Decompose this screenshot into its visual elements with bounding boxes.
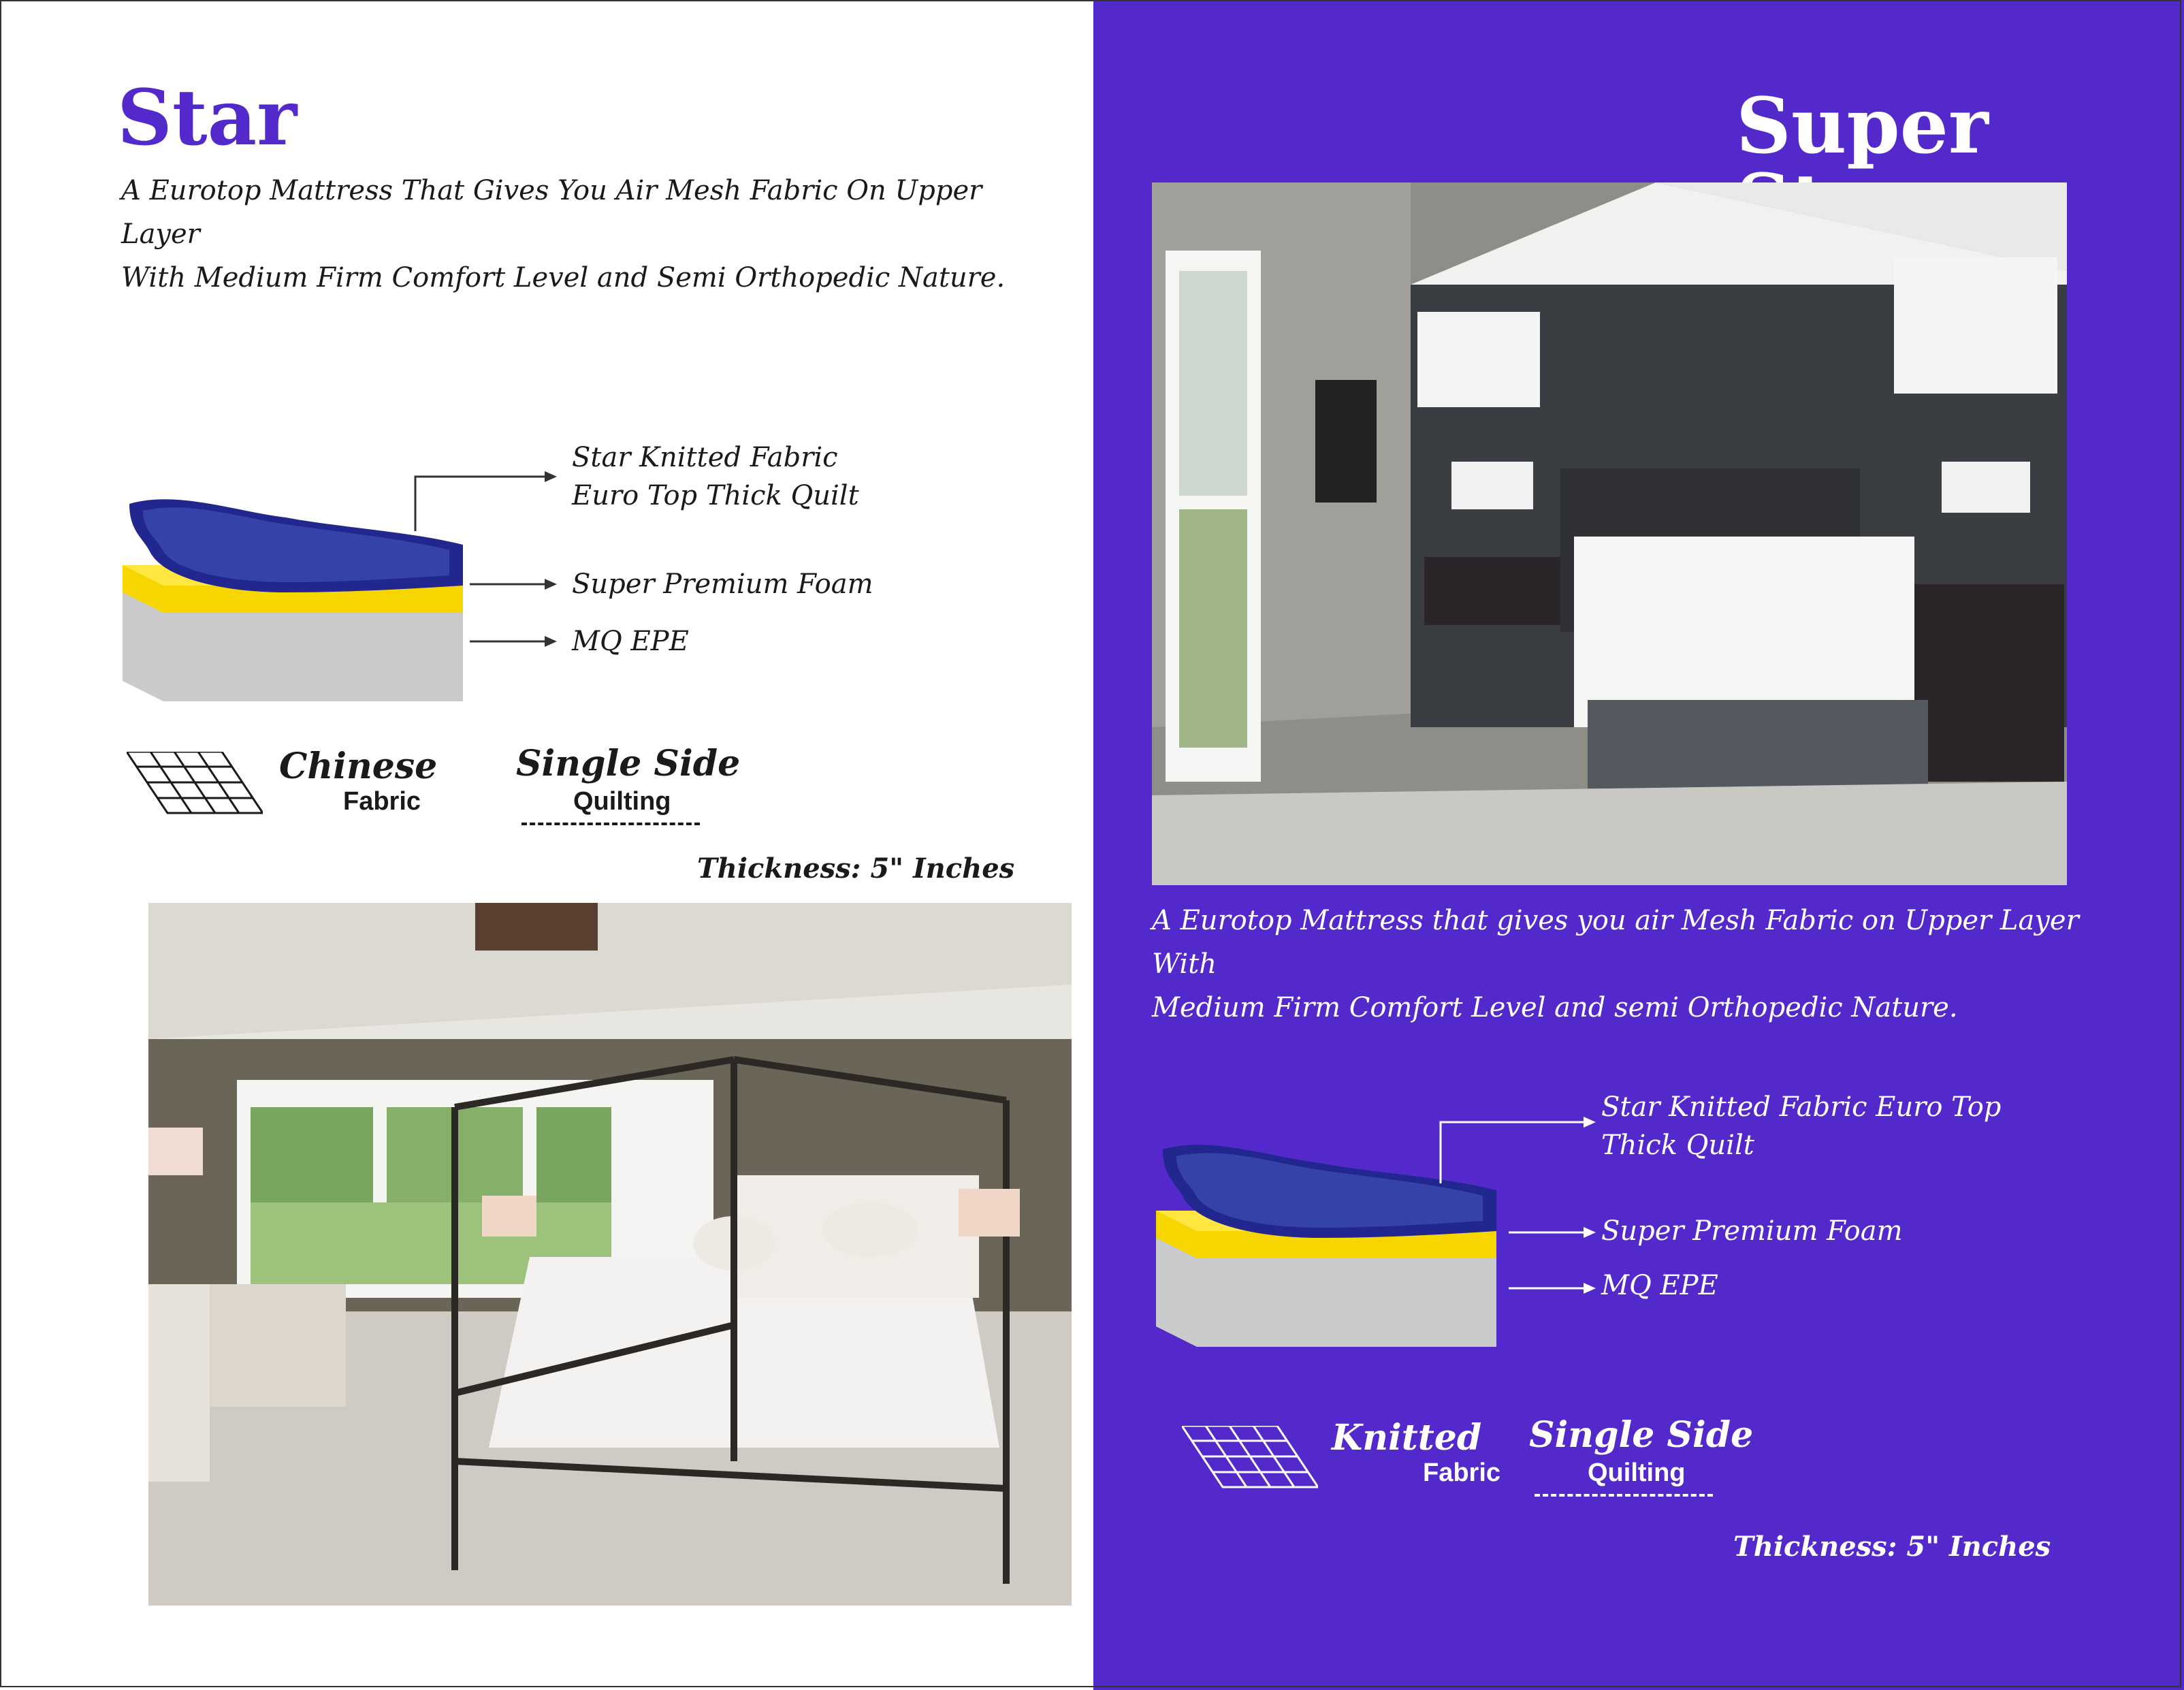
quilting-line-icon <box>521 823 700 825</box>
label-middle-layer: Super Premium Foam <box>572 569 873 600</box>
label-bottom-layer: MQ EPE <box>1601 1270 1718 1301</box>
label-top-layer: Star Knitted Fabric Euro Top Thick Quilt <box>1601 1091 2002 1161</box>
grid-fabric-icon <box>127 752 263 814</box>
quilting-label: Quilting <box>1588 1458 1686 1487</box>
layer-arrows <box>1434 1115 1597 1299</box>
quilting-type: Single Side <box>516 743 741 784</box>
dark-bedroom-photo <box>1152 182 2067 885</box>
thickness: Thickness: 5" Inches <box>697 852 1015 884</box>
fabric-label: Fabric <box>343 787 421 816</box>
super-star-description: A Eurotop Mattress that gives you air Mesh Fabric on Upper Layer With Medium Firm Comfort Level and semi Orthopedic Nature. <box>1152 905 2079 1023</box>
fabric-type: Chinese <box>279 746 438 787</box>
thickness: Thickness: 5" Inches <box>1733 1531 2051 1563</box>
canopy-bedroom-photo <box>148 903 1072 1606</box>
quilting-line-icon <box>1535 1494 1713 1497</box>
quilting-type: Single Side <box>1529 1414 1754 1456</box>
super-star-title: Super <box>1736 82 1989 171</box>
quilting-label: Quilting <box>573 787 671 816</box>
label-middle-layer: Super Premium Foam <box>1601 1215 1903 1247</box>
star-title: Star <box>117 74 298 163</box>
label-bottom-layer: MQ EPE <box>572 626 689 657</box>
fabric-label: Fabric <box>1423 1458 1501 1487</box>
layer-arrows <box>408 470 558 654</box>
label-top-layer: Star Knitted Fabric Euro Top Thick Quilt <box>572 442 859 511</box>
fabric-type: Knitted <box>1332 1417 1482 1458</box>
grid-fabric-icon <box>1182 1426 1318 1488</box>
super-star-panel <box>1093 0 2184 1690</box>
star-description: A Eurotop Mattress That Gives You Air Mesh Fabric On Upper Layer With Medium Firm Comfort Level and Semi Orthopedic Nature. <box>121 175 1006 293</box>
